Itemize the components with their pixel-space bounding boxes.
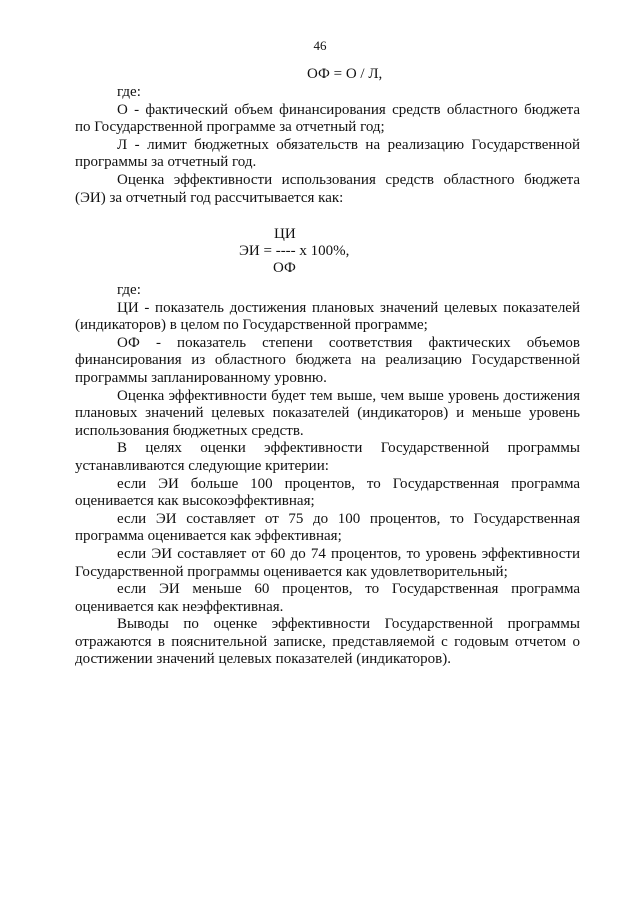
formula-of: ОФ = О / Л, bbox=[307, 66, 383, 82]
paragraph-ci-definition: ЦИ - показатель достижения плановых значений целевых показателей (индикаторов) в целом по Государственной программе; bbox=[75, 299, 580, 334]
paragraph-criteria-intro: В целях оценки эффективности Государственной программы устанавливаются следующие критерии: bbox=[75, 440, 580, 474]
text-block-definitions-1 bbox=[75, 84, 580, 207]
paragraph-l-definition: Л - лимит бюджетных обязательств на реализацию Государственной программы за отчетный год. bbox=[75, 136, 580, 171]
paragraph-criterion-satisfactory: если ЭИ составляет от 60 до 74 процентов, то уровень эффективности Государственной программы оценивается как удовлетворительный; bbox=[75, 545, 580, 580]
paragraph-conclusions: Выводы по оценке эффективности Государственной программы отражаются в пояснительной записке, представляемой с годовым отчетом о достижении значений целевых показателей (индикаторов). bbox=[75, 616, 580, 668]
paragraph-criterion-ineffective: если ЭИ меньше 60 процентов, то Государственная программа оценивается как неэффективная. bbox=[75, 581, 580, 615]
formula-ei-denominator: ОФ bbox=[273, 260, 296, 276]
paragraph-criterion-effective: если ЭИ составляет от 75 до 100 процентов, то Государственная программа оценивается как эффективная; bbox=[75, 510, 580, 545]
paragraph-efficiency-intro: Оценка эффективности использования средств областного бюджета (ЭИ) за отчетный год рассчитывается как: bbox=[75, 171, 580, 206]
paragraph-of-definition: ОФ - показатель степени соответствия фактических объемов финансирования из областного бюджета на реализацию Государственной программы запланированному уровню. bbox=[75, 334, 580, 386]
paragraph-criterion-high: если ЭИ больше 100 процентов, то Государственная программа оценивается как высокоэффективная; bbox=[75, 475, 580, 510]
text-block-definitions-2 bbox=[75, 282, 580, 669]
page-number: 46 bbox=[313, 38, 327, 53]
formula-ei-numerator: ЦИ bbox=[274, 226, 296, 242]
formula-ei-line: ЭИ = ---- х 100%, bbox=[239, 243, 350, 259]
where-label: где: bbox=[117, 282, 141, 298]
paragraph-efficiency-rule: Оценка эффективности будет тем выше, чем выше уровень достижения плановых значений целевых показателей (индикаторов) и меньше уровень использования бюджетных средств. bbox=[75, 387, 580, 439]
paragraph-o-definition: О - фактический объем финансирования средств областного бюджета по Государственной программе за отчетный год; bbox=[75, 101, 580, 136]
where-label: где: bbox=[117, 84, 141, 100]
